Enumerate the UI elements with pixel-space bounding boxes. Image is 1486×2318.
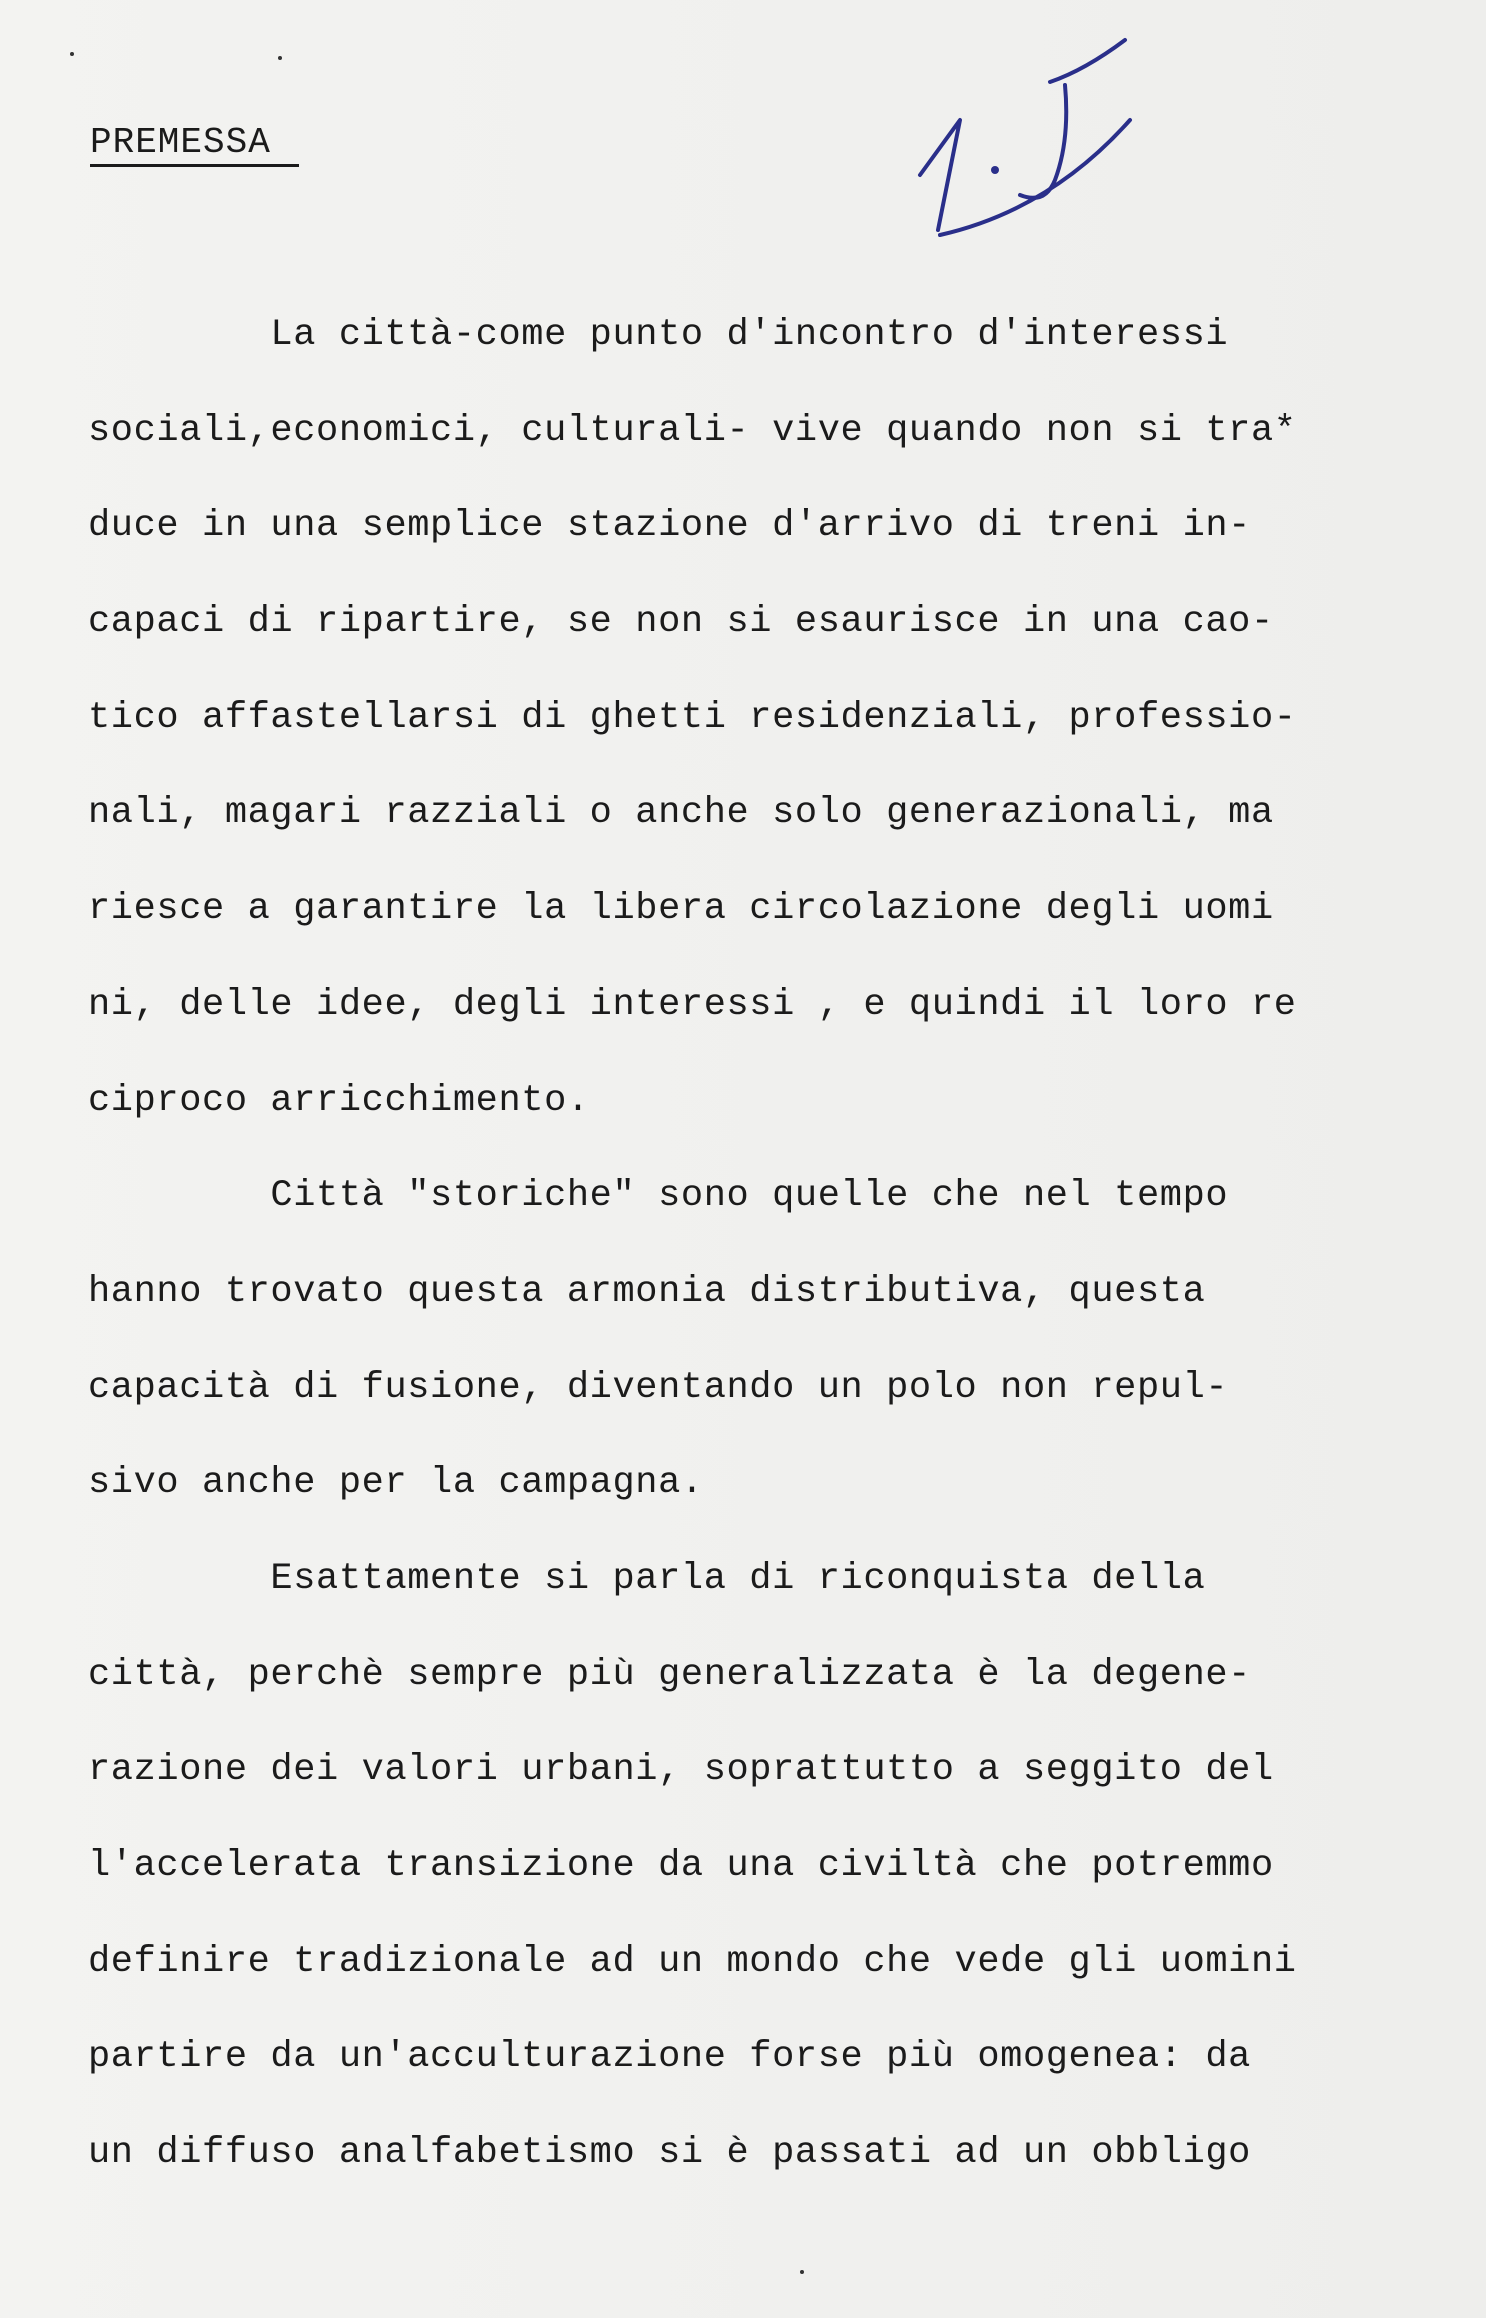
paper-speck xyxy=(278,56,282,60)
text-line: città, perchè sempre più generalizzata è la degene- xyxy=(88,1653,1251,1696)
text-line: nali, magari razziali o anche solo generazionali, ma xyxy=(88,792,1274,835)
text-line: partire da un'acculturazione forse più omogenea: da xyxy=(88,2036,1251,2079)
text-line: Città "storiche" sono quelle che nel tempo xyxy=(88,1175,1229,1218)
text-line: ni, delle idee, degli interessi , e quindi il loro re xyxy=(88,983,1297,1026)
paper-speck xyxy=(800,2270,804,2274)
handwritten-page-number xyxy=(900,30,1160,260)
text-line: sivo anche per la campagna. xyxy=(88,1462,704,1505)
text-line: duce in una semplice stazione d'arrivo di treni in- xyxy=(88,505,1251,548)
text-line: sociali,economici, culturali- vive quando non si tra* xyxy=(88,409,1297,452)
text-line: capacità di fusione, diventando un polo non repul- xyxy=(88,1366,1229,1409)
text-line: riesce a garantire la libera circolazione degli uomi xyxy=(88,888,1274,931)
text-line: ciproco arricchimento. xyxy=(88,1079,590,1122)
text-line: un diffuso analfabetismo si è passati ad un obbligo xyxy=(88,2132,1251,2175)
text-line: razione dei valori urbani, soprattutto a seggito del xyxy=(88,1749,1274,1792)
text-line: definire tradizionale ad un mondo che vede gli uomini xyxy=(88,1940,1297,1983)
text-line: l'accelerata transizione da una civiltà che potremmo xyxy=(88,1845,1274,1887)
text-line: hanno trovato questa armonia distributiva, questa xyxy=(88,1270,1206,1313)
paper-speck xyxy=(70,52,74,56)
text-line: tico affastellarsi di ghetti residenziali, professio- xyxy=(88,696,1297,739)
text-line: La città-come punto d'incontro d'interessi xyxy=(88,314,1229,356)
page-heading: PREMESSA xyxy=(90,122,299,167)
text-line: Esattamente si parla di riconquista della xyxy=(88,1557,1206,1600)
text-line: capaci di ripartire, se non si esaurisce in una cao- xyxy=(88,601,1274,644)
body-text xyxy=(88,288,1428,2202)
